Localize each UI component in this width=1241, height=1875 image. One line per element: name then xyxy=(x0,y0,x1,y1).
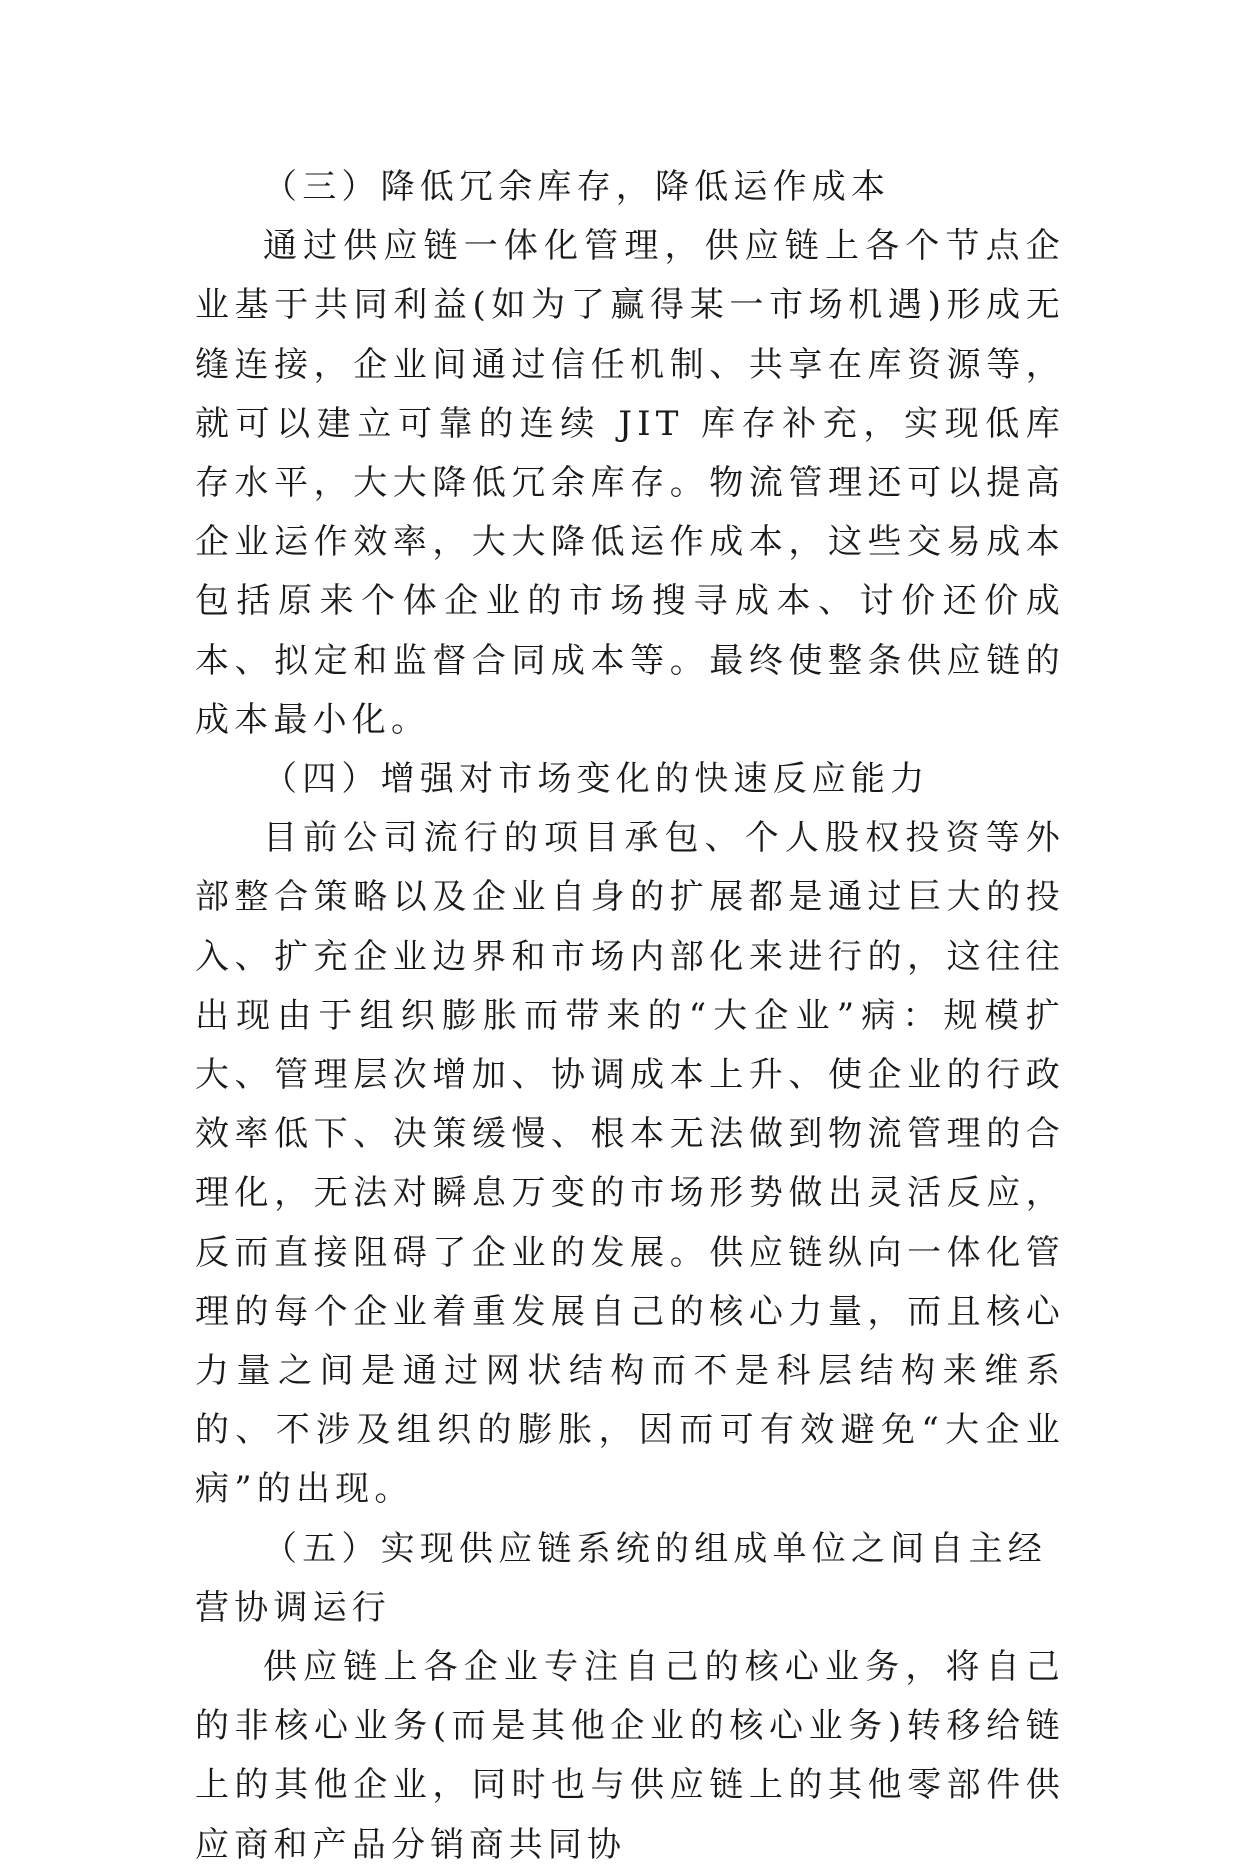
section-paragraph-3: 通过供应链一体化管理，供应链上各个节点企业基于共同利益(如为了赢得某一市场机遇)形成无缝连接，企业间通过信任机制、共享在库资源等，就可以建立可靠的连续 JIT 库存补充，实现低库存水平，大大降低冗余库存。物流管理还可以提高企业运作效率，大大降低运作成本，这些交易成本包括原来个体企业的市场搜寻成本、讨价还价成本、拟定和监督合同成本等。最终使整条供应链的成本最小化。 xyxy=(195,226,1065,740)
section-heading-4: （四）增强对市场变化的快速反应能力 xyxy=(263,759,930,800)
section-paragraph-4: 目前公司流行的项目承包、个人股权投资等外部整合策略以及企业自身的扩展都是通过巨大的投入、扩充企业边界和市场内部化来进行的，这往往出现由于组织膨胀而带来的“大企业”病：规模扩大、管理层次增加、协调成本上升、使企业的行政效率低下、决策缓慢、根本无法做到物流管理的合理化，无法对瞬息万变的市场形势做出灵活反应，反而直接阻碍了企业的发展。供应链纵向一体化管理的每个企业着重发展自己的核心力量，而且核心力量之间是通过网状结构而不是科层结构来维系的、不涉及组织的膨胀，因而可有效避免“大企业病”的出现。 xyxy=(195,818,1065,1510)
document-body xyxy=(195,158,1065,1875)
section-heading-3: （三）降低冗余库存，降低运作成本 xyxy=(263,167,891,207)
section-paragraph-5: 供应链上各企业专注自己的核心业务，将自己的非核心业务(而是其他企业的核心业务)转移给链上的其他企业，同时也与供应链上的其他零部件供应商和产品分销商共同协 xyxy=(195,1647,1065,1865)
section-heading-5: （五）实现供应链系统的组成单位之间自主经营协调运行 xyxy=(195,1528,1047,1628)
